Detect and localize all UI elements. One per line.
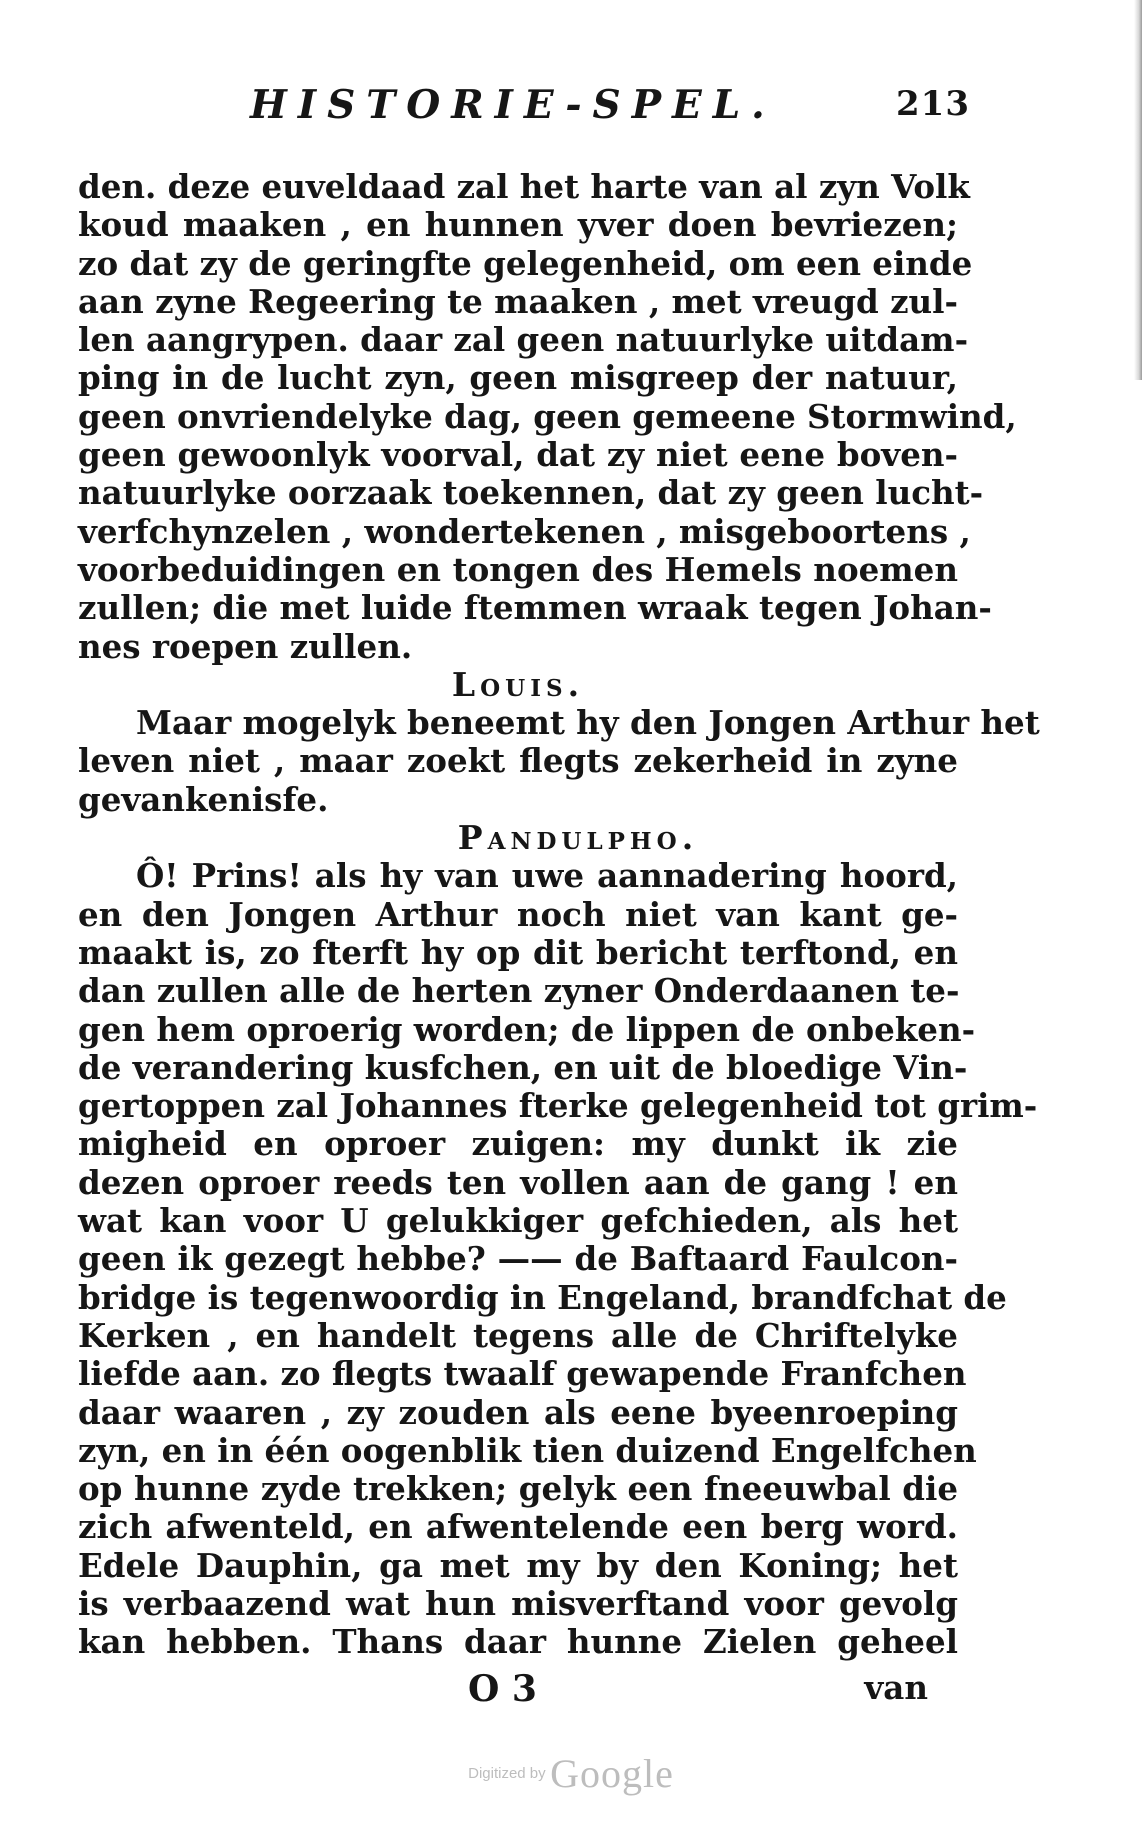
digitized-watermark xyxy=(0,1750,1142,1797)
page-body xyxy=(78,167,1040,1662)
text-line: wat kan voor U gelukkiger gefchieden, als het xyxy=(78,1201,958,1241)
text-line: en den Jongen Arthur noch niet van kant ge- xyxy=(78,894,958,934)
text-line: voorbeduidingen en tongen des Hemels noemen xyxy=(78,549,958,589)
page-number: 213 xyxy=(896,84,970,124)
text-line: Maar mogelyk beneemt hy den Jongen Arthur het xyxy=(136,703,1040,743)
text-line: geen gewoonlyk voorval, dat zy niet eene boven- xyxy=(78,435,958,475)
signature-mark: O 3 xyxy=(468,1668,537,1710)
text-line: is verbaazend wat hun misverftand voor gevolg xyxy=(78,1583,958,1623)
page-edge xyxy=(1134,0,1142,380)
text-line: gertoppen zal Johannes fterke gelegenheid tot grim- xyxy=(78,1086,1038,1126)
text-line: koud maaken , en hunnen yver doen bevriezen; xyxy=(78,205,958,245)
text-line: kan hebben. Thans daar hunne Zielen geheel xyxy=(78,1622,958,1662)
speaker-name: Louis. xyxy=(451,664,585,704)
text-line: aan zyne Regeering te maaken , met vreugd zul- xyxy=(78,281,958,321)
watermark-prefix: Digitized by xyxy=(468,1765,546,1782)
text-line: de verandering kusfchen, en uit de bloedige Vin- xyxy=(78,1047,968,1087)
text-line: Kerken , en handelt tegens alle de Chriftelyke xyxy=(78,1315,958,1355)
text-line: maakt is, zo fterft hy op dit bericht terftond, en xyxy=(78,932,958,972)
text-line: verfchynzelen , wondertekenen , misgeboortens , xyxy=(78,511,971,551)
text-line: zo dat zy de geringfte gelegenheid, om een einde xyxy=(78,243,973,283)
text-line: dezen oproer reeds ten vollen aan de gang ! en xyxy=(78,1162,958,1202)
text-line: len aangrypen. daar zal geen natuurlyke uitdam- xyxy=(78,320,969,360)
text-line: dan zullen alle de herten zyner Onderdaanen te- xyxy=(78,971,960,1011)
text-line: gen hem oproerig worden; de lippen de onbeken- xyxy=(78,1009,976,1049)
text-line: daar waaren , zy zouden als eene byeenroeping xyxy=(78,1392,958,1432)
speaker-name: Pandulpho. xyxy=(457,818,699,858)
text-line: zyn, en in één oogenblik tien duizend Engelfchen xyxy=(78,1430,977,1470)
text-line: zullen; die met luide ftemmen wraak tegen Johan- xyxy=(78,588,992,628)
paragraph-continuation xyxy=(78,167,1017,666)
text-line: migheid en oproer zuigen: my dunkt ik zie xyxy=(78,1124,958,1164)
text-line: geen ik gezegt hebbe? —— de Baftaard Faulcon- xyxy=(78,1239,958,1279)
text-line: ping in de lucht zyn, geen misgreep der natuur, xyxy=(78,358,958,398)
page-footer xyxy=(78,1668,928,1710)
text-line: nes roepen zullen. xyxy=(78,626,413,666)
speech-louis xyxy=(78,664,1040,819)
text-line: zich afwenteld, en afwentelende een berg word. xyxy=(78,1507,958,1547)
running-title: HISTORIE-SPEL. xyxy=(250,82,776,128)
text-line: gevankenisfe. xyxy=(78,779,329,819)
text-line: Edele Dauphin, ga met my by den Koning; het xyxy=(78,1545,958,1585)
catchword: van xyxy=(864,1668,928,1707)
text-line: bridge is tegenwoordig in Engeland, brandfchat de xyxy=(78,1277,1007,1317)
text-line: geen onvriendelyke dag, geen gemeene Stormwind, xyxy=(78,396,1017,436)
text-line: op hunne zyde trekken; gelyk een fneeuwbal die xyxy=(78,1469,958,1509)
text-line: natuurlyke oorzaak toekennen, dat zy geen lucht- xyxy=(78,473,984,513)
page-header xyxy=(250,82,970,142)
text-line: liefde aan. zo flegts twaalf gewapende Franfchen xyxy=(78,1354,967,1394)
google-logo: Google xyxy=(550,1751,674,1796)
text-line: leven niet , maar zoekt flegts zekerheid in zyne xyxy=(78,741,958,781)
text-line: Ô! Prins! als hy van uwe aannadering hoord, xyxy=(136,856,958,896)
text-line: den. deze euveldaad zal het harte van al zyn Volk xyxy=(78,167,970,206)
speech-pandulpho xyxy=(78,818,1038,1662)
